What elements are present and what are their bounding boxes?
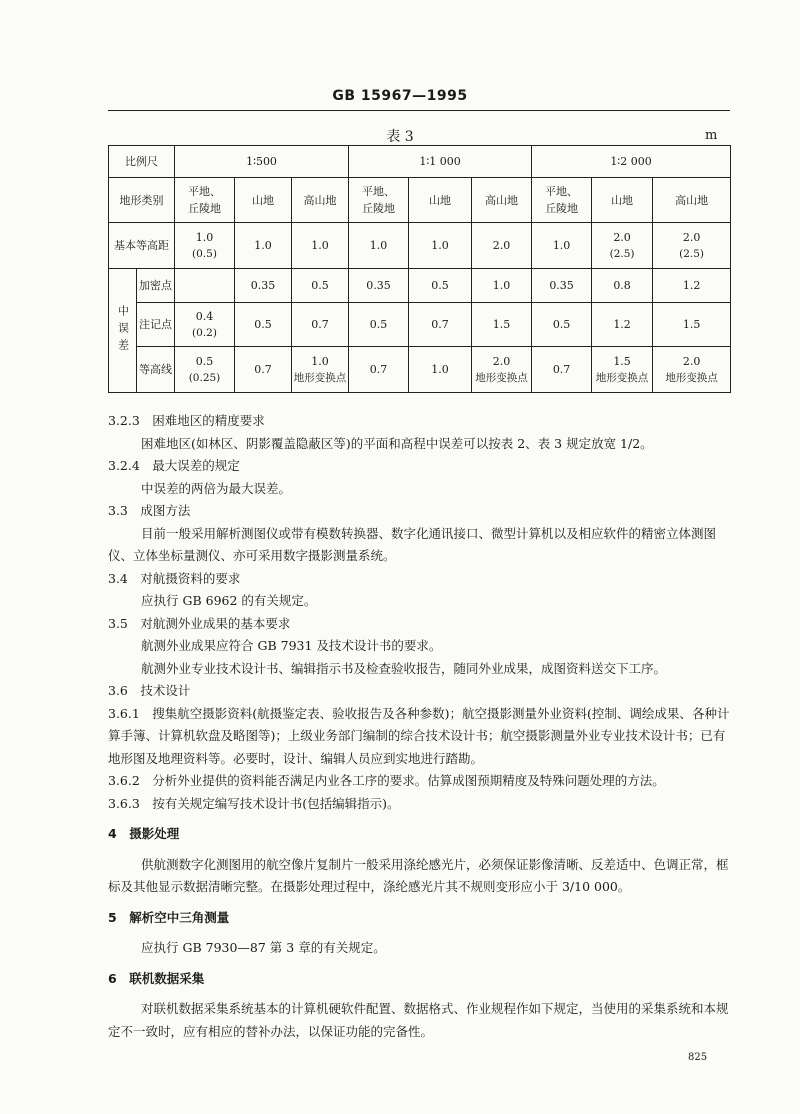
cell-line: (0.25)	[188, 371, 221, 384]
cell-line: 0.5	[431, 279, 449, 292]
terrain-cell	[653, 178, 731, 223]
value-cell	[175, 269, 235, 303]
cell-line: 1.0	[369, 239, 388, 252]
terrain-label: 地形类别	[109, 178, 175, 223]
cell-line: 山地	[611, 193, 634, 207]
cell-line: 地形变换点	[595, 371, 649, 384]
paragraph: 3.6 技术设计	[108, 683, 191, 698]
value-cell	[592, 223, 653, 269]
cell-line: 1.2	[613, 318, 631, 331]
value-cell	[292, 347, 349, 393]
value-cell	[592, 347, 653, 393]
page-header: GB 15967—1995	[332, 88, 468, 104]
value-cell	[472, 303, 532, 347]
paragraph: 3.2.4 最大误差的规定	[108, 458, 240, 473]
error-label: 中误差	[109, 269, 137, 393]
cell-line: 高山地	[303, 193, 337, 207]
paragraph: 3.5 对航测外业成果的基本要求	[108, 615, 291, 631]
paragraph: 中误差的两倍为最大误差。	[141, 480, 292, 496]
table-unit: m	[705, 128, 718, 143]
cell-line: 2.0	[492, 239, 511, 252]
value-cell	[409, 303, 472, 347]
cell-line: 1.0	[195, 230, 214, 244]
value-cell	[292, 303, 349, 347]
page-number: 825	[688, 1052, 708, 1063]
value-cell	[532, 223, 592, 269]
paragraph: 供航测数字化测图用的航空像片复制片一般采用涤纶感光片，必须保证影像清晰、反差适中、色调正常，框标及其他显示数据清晰完整。在摄影处理过程中，涤纶感光片其不规则变形应小于 3/10 000。	[108, 856, 729, 894]
terrain-cell	[532, 178, 592, 223]
terrain-cell	[472, 178, 532, 223]
cell-line: 1.0	[431, 239, 449, 252]
cell-line: (0.5)	[192, 247, 217, 260]
value-cell	[409, 269, 472, 303]
value-cell	[532, 303, 592, 347]
value-cell	[349, 269, 409, 303]
paragraph: 目前一般采用解析测图仪或带有模数转换器、数字化通讯接口、微型计算机以及相应软件的精密立体测图仪、立体坐标量测仪、亦可采用数字摄影测量系统。	[108, 525, 717, 563]
cell-line: 平地、	[362, 185, 396, 198]
cell-line: 0.7	[431, 318, 449, 331]
cell-line: 2.0	[682, 354, 701, 368]
paragraph: 困难地区(如林区、阴影覆盖隐蔽区等)的平面和高程中误差可以按表 2、表 3 规定放宽 1/2。	[141, 435, 653, 451]
cell-line: 0.7	[552, 363, 571, 376]
section-heading: 6 联机数据采集	[108, 970, 205, 986]
value-cell	[235, 303, 292, 347]
value-cell	[653, 269, 731, 303]
paragraph: 应执行 GB 7930—87 第 3 章的有关规定。	[141, 940, 386, 955]
cell-line: 0.35	[549, 279, 574, 292]
paragraph: 航测外业专业技术设计书、编辑指示书及检查验收报告，随同外业成果，成图资料送交下工序。	[141, 660, 667, 676]
value-cell	[175, 223, 235, 269]
value-cell	[349, 223, 409, 269]
value-cell	[532, 269, 592, 303]
cell-line: 平地、	[545, 185, 579, 198]
scale-header: 1∶500	[175, 146, 349, 178]
accuracy-table	[108, 145, 731, 393]
section-heading: 4 摄影处理	[108, 826, 180, 841]
cell-line: 地形变换点	[475, 371, 528, 384]
cell-line: 2.0	[492, 354, 511, 368]
paragraph: 应执行 GB 6962 的有关规定。	[141, 593, 317, 608]
cell-line: 2.0	[613, 230, 631, 244]
paragraph: 3.4 对航摄资料的要求	[108, 570, 241, 586]
cell-line: 1.0	[311, 239, 329, 252]
paragraph: 3.3 成图方法	[108, 503, 191, 518]
value-cell	[235, 269, 292, 303]
cell-line: 1.0	[492, 279, 511, 292]
cell-line: 1.0	[311, 354, 329, 368]
cell-line: 1.2	[682, 279, 701, 292]
paragraph: 3.6.1 搜集航空摄影资料(航摄鉴定表、验收报告及各种参数)；航空摄影测量外业资料(控制、调绘成果、各种计算手簿、计算机软盘及略图等)；上级业务部门编制的综合技术设计书；航空摄影测量外业专业技术设计书；已有地形图及地理资料等。必要时，设计、编辑人员应到实地进行踏勘。	[108, 705, 730, 766]
terrain-cell	[409, 178, 472, 223]
cell-line: 山地	[252, 193, 274, 207]
paragraph: 3.2.3 困难地区的精度要求	[108, 413, 265, 428]
paragraph: 3.6.3 按有关规定编写技术设计书(包括编辑指示)。	[108, 795, 400, 811]
scale-label: 比例尺	[109, 146, 175, 178]
cell-line: 1.0	[254, 239, 272, 252]
cell-line: 0.7	[254, 363, 272, 376]
terrain-cell	[592, 178, 653, 223]
cell-line: 1.0	[552, 239, 571, 252]
value-cell	[235, 223, 292, 269]
terrain-cell	[292, 178, 349, 223]
value-cell	[175, 303, 235, 347]
cell-line: 丘陵地	[545, 202, 579, 215]
value-cell	[292, 269, 349, 303]
cell-line: 高山地	[675, 193, 709, 207]
cell-line: 丘陵地	[188, 202, 221, 215]
cell-line: 0.7	[369, 363, 388, 376]
cell-line: 0.7	[311, 318, 329, 331]
paragraph: 航测外业成果应符合 GB 7931 及技术设计书的要求。	[141, 638, 442, 653]
cell-line: 0.5	[195, 354, 214, 368]
value-cell	[472, 223, 532, 269]
cell-line: 1.5	[682, 318, 701, 331]
paragraph: 3.6.2 分析外业提供的资料能否满足内业各工序的要求。估算成图预期精度及特殊问题处理的方法。	[108, 773, 665, 788]
cell-line: 0.5	[254, 318, 272, 331]
value-cell	[532, 347, 592, 393]
value-cell	[592, 269, 653, 303]
cell-line: 1.0	[431, 363, 449, 376]
cell-line: (0.2)	[192, 326, 217, 339]
paragraph: 对联机数据采集系统基本的计算机硬软件配置、数据格式、作业规程作如下规定，当使用的采集系统和本规定不一致时，应有相应的替补办法，以保证功能的完备性。	[108, 1001, 729, 1039]
cell-line: 0.5	[552, 318, 571, 331]
terrain-cell	[349, 178, 409, 223]
value-cell	[409, 223, 472, 269]
cell-line: 0.5	[369, 318, 388, 331]
basic-interval-label: 基本等高距	[109, 223, 175, 269]
value-cell	[175, 347, 235, 393]
header-rule	[108, 110, 730, 111]
scale-header: 1∶2 000	[532, 146, 731, 178]
body-text	[108, 410, 733, 1043]
cell-line: 地形变换点	[293, 371, 347, 384]
cell-line: 1.5	[613, 354, 631, 368]
cell-line: 0.5	[311, 279, 329, 292]
value-cell	[292, 223, 349, 269]
cell-line: 0.4	[195, 309, 214, 323]
cell-line: 1.5	[492, 318, 511, 331]
value-cell	[235, 347, 292, 393]
terrain-cell	[175, 178, 235, 223]
value-cell	[349, 303, 409, 347]
cell-line: 0.35	[250, 279, 276, 292]
row-label: 等高线	[137, 347, 175, 393]
value-cell	[653, 223, 731, 269]
value-cell	[349, 347, 409, 393]
cell-line: 0.35	[366, 279, 391, 292]
cell-line: 山地	[429, 193, 452, 207]
value-cell	[653, 347, 731, 393]
value-cell	[653, 303, 731, 347]
cell-line: 2.0	[682, 230, 701, 244]
cell-line: 平地、	[188, 185, 221, 198]
value-cell	[472, 347, 532, 393]
terrain-cell	[235, 178, 292, 223]
row-label: 注记点	[137, 303, 175, 347]
section-heading: 5 解析空中三角测量	[108, 909, 230, 925]
value-cell	[409, 347, 472, 393]
row-label: 加密点	[137, 269, 175, 303]
cell-line: (2.5)	[609, 247, 635, 260]
value-cell	[592, 303, 653, 347]
cell-line: (2.5)	[679, 247, 705, 260]
table-title: 表 3	[386, 129, 414, 145]
scale-header: 1∶1 000	[349, 146, 532, 178]
cell-line: 丘陵地	[362, 202, 396, 215]
cell-line: 地形变换点	[665, 371, 718, 384]
cell-line: 0.8	[613, 279, 631, 292]
value-cell	[472, 269, 532, 303]
cell-line: 高山地	[485, 193, 519, 207]
